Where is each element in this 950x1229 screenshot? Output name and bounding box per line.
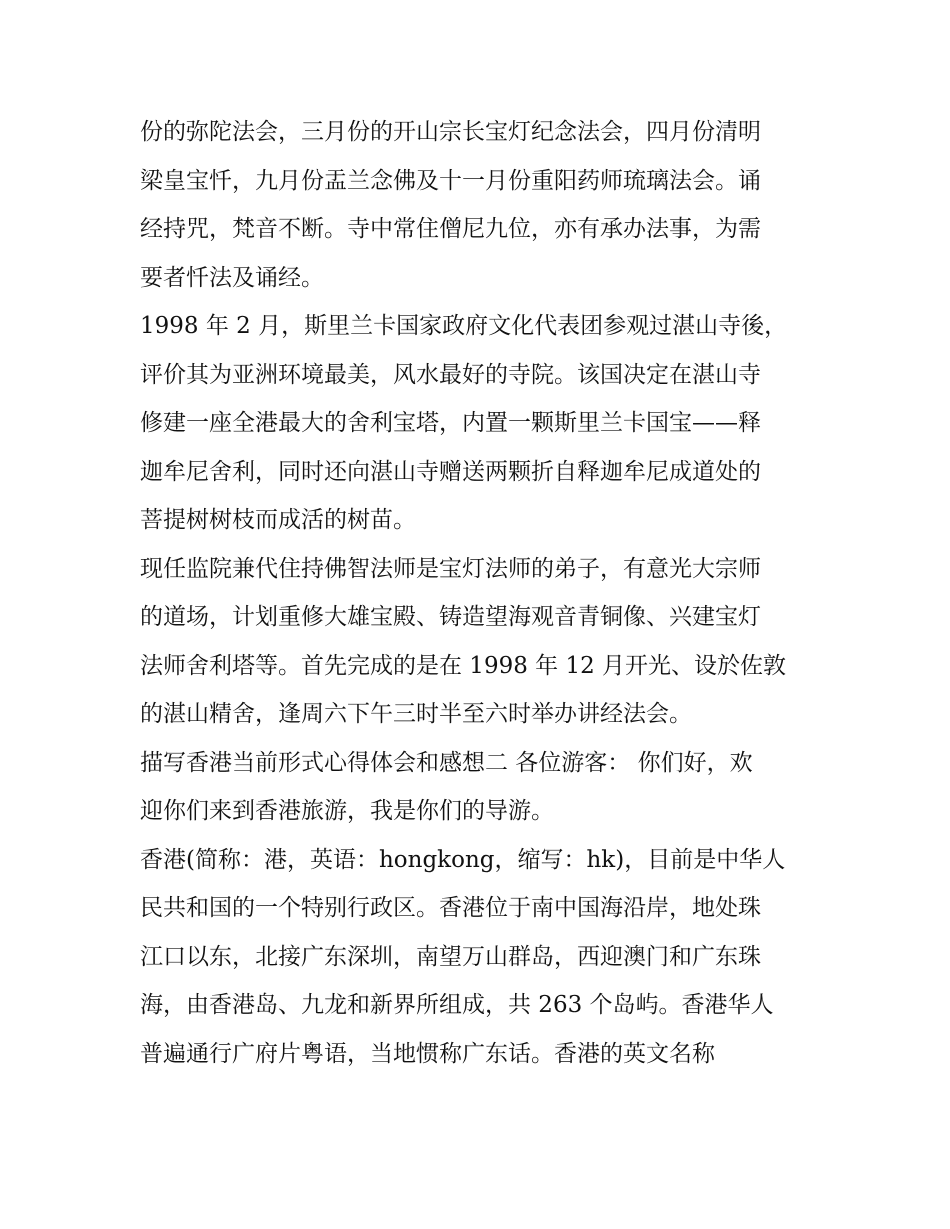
document-body — [140, 108, 812, 1078]
text-line: 梁皇宝忏，九月份盂兰念佛及十一月份重阳药师琉璃法会。诵 — [140, 167, 761, 194]
paragraph-dharma-assemblies — [140, 108, 812, 302]
paragraph-tour-greeting — [140, 739, 812, 836]
text-line: 1998 年 2 月，斯里兰卡国家政府文化代表团参观过湛山寺後， — [140, 313, 788, 339]
text-line: 普遍通行广府片粤语，当地惯称广东话。香港的英文名称 — [140, 1040, 715, 1067]
text-line: 的湛山精舍，逢周六下午三时半至六时举办讲经法会。 — [140, 701, 692, 727]
text-line: 法师舍利塔等。首先完成的是在 1998 年 12 月开光、设於佐敦 — [140, 652, 787, 679]
text-line: 修建一座全港最大的舍利宝塔，内置一颗斯里兰卡国宝——释 — [140, 410, 761, 436]
text-line: 要者忏法及诵经。 — [140, 264, 324, 291]
text-line: 迦牟尼舍利，同时还向湛山寺赠送两颗折自释迦牟尼成道处的 — [140, 458, 761, 485]
text-line: 江口以东，北接广东深圳，南望万山群岛，西迎澳门和广东珠 — [140, 943, 761, 970]
text-line: 份的弥陀法会，三月份的开山宗长宝灯纪念法会，四月份清明 — [140, 119, 761, 145]
text-line: 海，由香港岛、九龙和新界所组成，共 263 个岛屿。香港华人 — [140, 992, 774, 1018]
paragraph-hong-kong-intro — [140, 836, 812, 1079]
text-line: 描写香港当前形式心得体会和感想二 各位游客： 你们好，欢 — [140, 749, 753, 776]
text-line: 民共和国的一个特别行政区。香港位于南中国海沿岸，地处珠 — [140, 895, 761, 921]
text-line: 菩提树树枝而成活的树苗。 — [140, 507, 416, 533]
text-line: 经持咒，梵音不断。寺中常住僧尼九位，亦有承办法事，为需 — [140, 216, 761, 242]
text-line: 现任监院兼代住持佛智法师是宝灯法师的弟子，有意光大宗师 — [140, 555, 761, 582]
text-line: 香港(简称：港，英语：hongkong，缩写：hk)，目前是中华人 — [140, 846, 786, 873]
text-line: 评价其为亚洲环境最美，风水最好的寺院。该国决定在湛山寺 — [140, 361, 761, 388]
paragraph-sri-lanka-delegation — [140, 302, 812, 545]
text-line: 的道场，计划重修大雄宝殿、铸造望海观音青铜像、兴建宝灯 — [140, 604, 761, 630]
text-line: 迎你们来到香港旅游，我是你们的导游。 — [140, 798, 554, 824]
paragraph-abbot-plans — [140, 545, 812, 739]
